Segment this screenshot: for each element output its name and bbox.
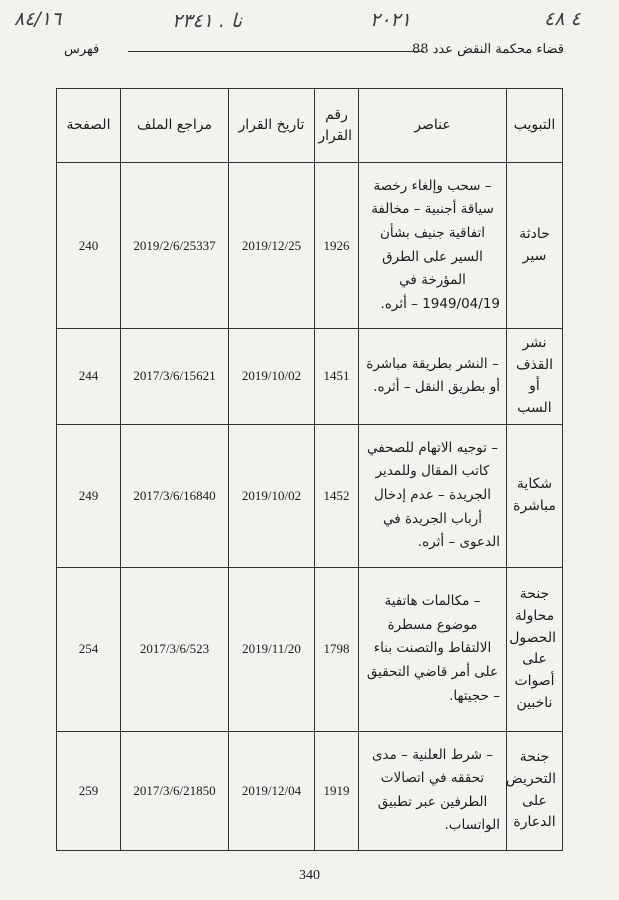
table-row <box>57 567 563 731</box>
row-file-reference: 2017/3/6/21850 <box>121 731 229 850</box>
row-page: 240 <box>57 163 121 329</box>
table-row <box>57 731 563 850</box>
header-file-reference: مراجع الملف <box>121 89 229 163</box>
row-decision-date: 2019/12/04 <box>229 731 315 850</box>
row-decision-number: 1452 <box>315 424 359 567</box>
row-elements: – توجيه الاتهام للصحفي كاتب المقال وللمدير الجريدة – عدم إدخال أرباب الجريدة في الدعوى – أثره. <box>359 424 507 567</box>
row-decision-number: 1451 <box>315 329 359 425</box>
row-elements: – شرط العلنية – مدى تحققه في اتصالات الطرفين عبر تطبيق الواتساب. <box>359 731 507 850</box>
row-category: جنحة محاولة الحصول على أصوات ناخبين <box>507 567 563 731</box>
handwritten-note: ٨٤/١٦ <box>14 8 62 30</box>
row-elements: – سحب وإلغاء رخصة سياقة أجنبية – مخالفة اتفاقية جنيف بشأن السير على الطرق المؤرخة في 1949/04/19 – أثره. <box>359 163 507 329</box>
row-page: 249 <box>57 424 121 567</box>
header-rule <box>128 51 424 52</box>
row-decision-date: 2019/11/20 <box>229 567 315 731</box>
row-decision-number: 1926 <box>315 163 359 329</box>
handwritten-note: ﻧﺎ . ٢٣٤١ <box>172 10 243 32</box>
row-decision-date: 2019/10/02 <box>229 424 315 567</box>
handwritten-note: ٤ ٤٨ <box>544 8 581 30</box>
header-elements: عناصر <box>359 89 507 163</box>
row-category: حادثة سير <box>507 163 563 329</box>
row-decision-date: 2019/12/25 <box>229 163 315 329</box>
row-page: 254 <box>57 567 121 731</box>
row-file-reference: 2019/2/6/25337 <box>121 163 229 329</box>
index-table <box>56 88 563 851</box>
row-decision-date: 2019/10/02 <box>229 329 315 425</box>
row-page: 259 <box>57 731 121 850</box>
row-elements: – مكالمات هاتفية موضوع مسطرة الالتقاط والتصنت بناء على أمر قاضي التحقيق – حجيتها. <box>359 567 507 731</box>
row-category: جنحة التحريض على الدعارة <box>507 731 563 850</box>
index-label: فهرس <box>64 42 100 57</box>
page-number: 340 <box>299 868 320 883</box>
header-category: التبويب <box>507 89 563 163</box>
row-page: 244 <box>57 329 121 425</box>
row-elements: – النشر بطريقة مباشرة أو بطريق النقل – أثره. <box>359 329 507 425</box>
journal-title: قضاء محكمة النقض عدد 88 <box>411 42 564 57</box>
row-category: نشر القذف أو السب <box>507 329 563 425</box>
row-file-reference: 2017/3/6/523 <box>121 567 229 731</box>
running-header <box>64 42 564 62</box>
header-page: الصفحة <box>57 89 121 163</box>
header-decision-date: تاريخ القرار <box>229 89 315 163</box>
row-decision-number: 1798 <box>315 567 359 731</box>
handwritten-notes <box>0 6 619 40</box>
row-file-reference: 2017/3/6/16840 <box>121 424 229 567</box>
row-category: شكاية مباشرة <box>507 424 563 567</box>
handwritten-note: ٢٠٢١ <box>370 9 411 31</box>
header-decision-number: رقم القرار <box>315 89 359 163</box>
table-row <box>57 329 563 425</box>
header-row <box>57 89 563 163</box>
table-row <box>57 424 563 567</box>
row-file-reference: 2017/3/6/15621 <box>121 329 229 425</box>
row-decision-number: 1919 <box>315 731 359 850</box>
table-row <box>57 163 563 329</box>
